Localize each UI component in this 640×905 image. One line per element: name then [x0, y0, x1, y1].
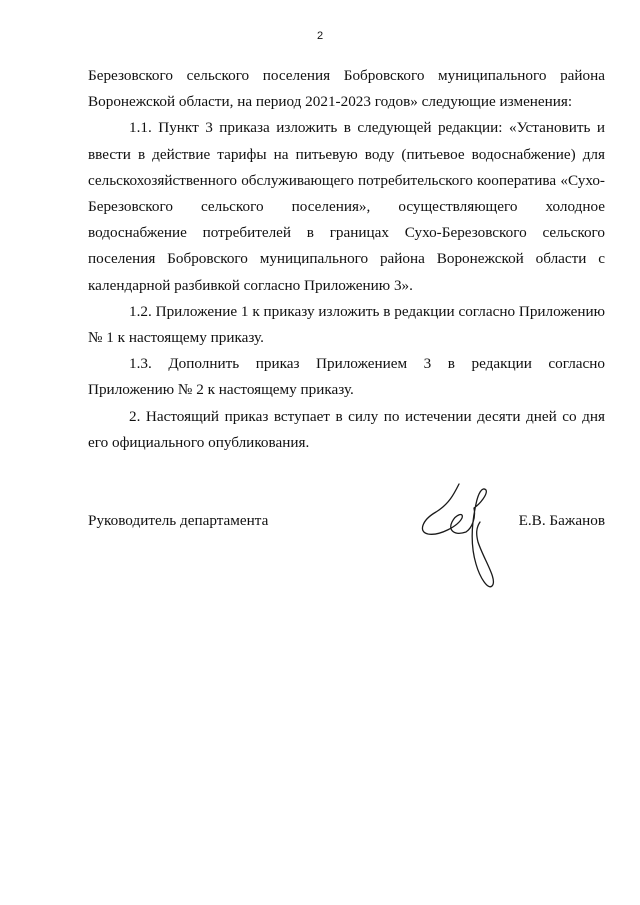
paragraph-clause-1-3: 1.3. Дополнить приказ Приложением 3 в редакции согласно Приложению № 2 к настоящему приказу.: [88, 355, 605, 399]
signatory-name: Е.В. Бажанов: [518, 512, 605, 529]
document-body: [88, 63, 605, 456]
paragraph-clause-1-2: 1.2. Приложение 1 к приказу изложить в редакции согласно Приложению № 1 к настоящему приказу.: [88, 302, 605, 347]
paragraph-clause-2: 2. Настоящий приказ вступает в силу по истечении десяти дней со дня его официального опубликования.: [88, 407, 605, 451]
page-number: 2: [316, 30, 324, 42]
signature-block: [88, 512, 605, 612]
handwritten-signature-icon: [414, 474, 524, 604]
paragraph-continuation: Березовского сельского поселения Бобровского муниципального района Воронежской области, на период 2021-2023 годов» следующие изменения:: [88, 67, 605, 111]
signatory-title: Руководитель департамента: [88, 512, 269, 529]
paragraph-clause-1-1: 1.1. Пункт 3 приказа изложить в следующей редакции: «Установить и ввести в действие тарифы на питьевую воду (питьевое водоснабжение) для сельскохозяйственного обслуживающего потребительского кооператива «Сухо-Березовского сельского поселения», осуществляющего холодное водоснабжение потребителей в границах Сухо-Березовского сельского поселения Бобровского муниципального района Воронежской области с календарной разбивкой согласно Приложению 3».: [88, 119, 605, 294]
